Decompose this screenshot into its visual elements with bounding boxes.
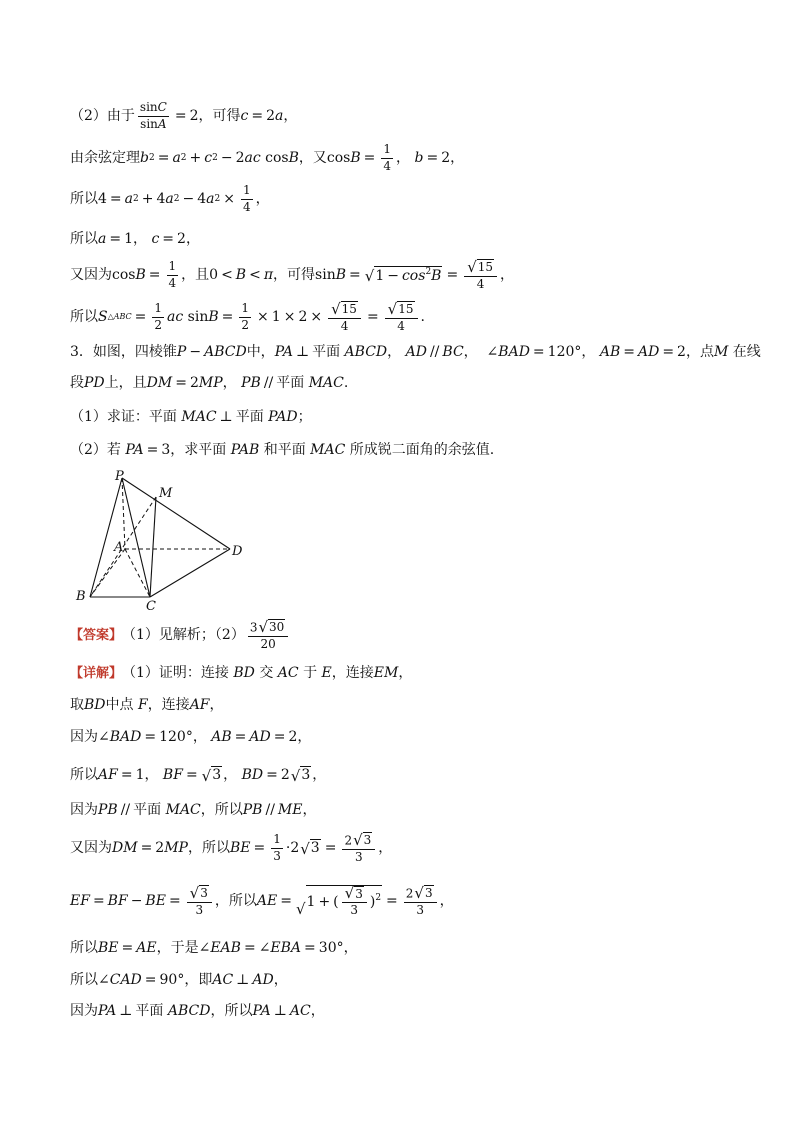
detail-line-5: 因为 PB // 平面 MAC ，所以 PB // ME ， [70,802,317,818]
solution-line-3: 所以 4 = a 2 + 4 a 2 − 4 a 2 × $\frac{1}{4}$ ， [70,183,270,214]
label-B: B [76,589,86,604]
solution-line-1: （2）由于 $\frac{\sin C}{\sin A}$ = 2 ，可得 c = 2 a ， [70,100,298,131]
label-C: C [146,599,156,614]
answer-tag: 【答案】 [70,627,123,643]
label-P: P [115,469,124,484]
detail-line-8: 所以 BE = AE ，于是 ∠ EAB = ∠ EBA = 30°， [70,940,358,956]
edge-AC [125,549,150,597]
fraction-sinC-sinA: $\frac{\sin C}{\sin A}$ [139,100,167,131]
edge-PC [122,478,150,597]
detail-line-2: 取 BD 中点 F ，连接 AF ， [70,697,224,713]
detail-line-6: 又因为 DM = 2 MP ，所以 BE = $\frac{1}{3}$ ·2 √ 3 = 2 √ 3 3 ， [70,830,393,864]
solution-line-6: 所以 S △ABC = $\frac{1}{2}$ ac sin B = $\frac{1}{2}$ × 1 × 2 × √ 15 4 = √ 15 4 . [70,299,425,333]
detail-line-3: 因为 ∠ BAD = 120°， AB = AD = 2， [70,729,312,745]
problem-3-question-1: （1）求证：平面 MAC ⊥ 平面 PAD ； [70,409,312,425]
label-D: D [232,544,243,559]
detail-line-10: 因为 PA ⊥ 平面 ABCD ，所以 PA ⊥ AC ， [70,1003,325,1019]
edge-CD [150,549,230,597]
problem-3-question-2: （2）若 PA = 3 ，求平面 PAB 和平面 MAC 所成锐二面角的余弦值. [70,442,495,458]
label-M: M [159,486,173,501]
solution-line-2: 由余弦定理 b 2 = a 2 + c 2 − 2 ac cos B ，又 cos B = $\frac{1}{4}$ ， b = 2， [70,142,465,173]
detail-line-7: EF = BF − BE = √ 3 3 ，所以 AE = √ 1 + ( √ 3 3 )$^2$ = 2 √ 3 3 ， [70,883,454,919]
problem-3-line-1: 3．如图，四棱锥 P − ABCD 中， PA ⊥ 平面 ABCD ， AD // BC ， ∠ BAD = 120°， AB = AD = 2， 点 M 在线 [70,344,761,360]
edge-MC [150,497,156,597]
edge-PB [90,478,122,597]
detail-tag: 【详解】 [70,665,123,681]
label-A: A [114,540,124,555]
detail-line-1: 【详解】 （1）证明：连接 BD 交 AC 于 E ，连接 EM ， [70,665,413,681]
solution-line-5: 又因为 cos B = $\frac{1}{4}$ ，且 0 < B < π ，可得 sin B = √ $1 - \cos^2B$ = √ 15 4 ， [70,257,515,291]
problem-3-line-2: 段 PD 上，且 DM = 2 MP ， PB // 平面 MAC . [70,375,349,391]
edge-PD [122,478,230,549]
solution-line-4: 所以 a = 1， c = 2， [70,231,200,247]
pyramid-figure [70,464,260,614]
detail-line-9: 所以 ∠ CAD = 90° ，即 AC ⊥ AD ， [70,972,288,988]
detail-line-4: 所以 AF = 1， BF = √ 3 ， BD = 2 √ 3 ， [70,766,327,785]
answer-line: 【答案】 （1）见解析；（2） 3 √ 30 20 [70,620,291,650]
edge-AB [90,549,125,597]
